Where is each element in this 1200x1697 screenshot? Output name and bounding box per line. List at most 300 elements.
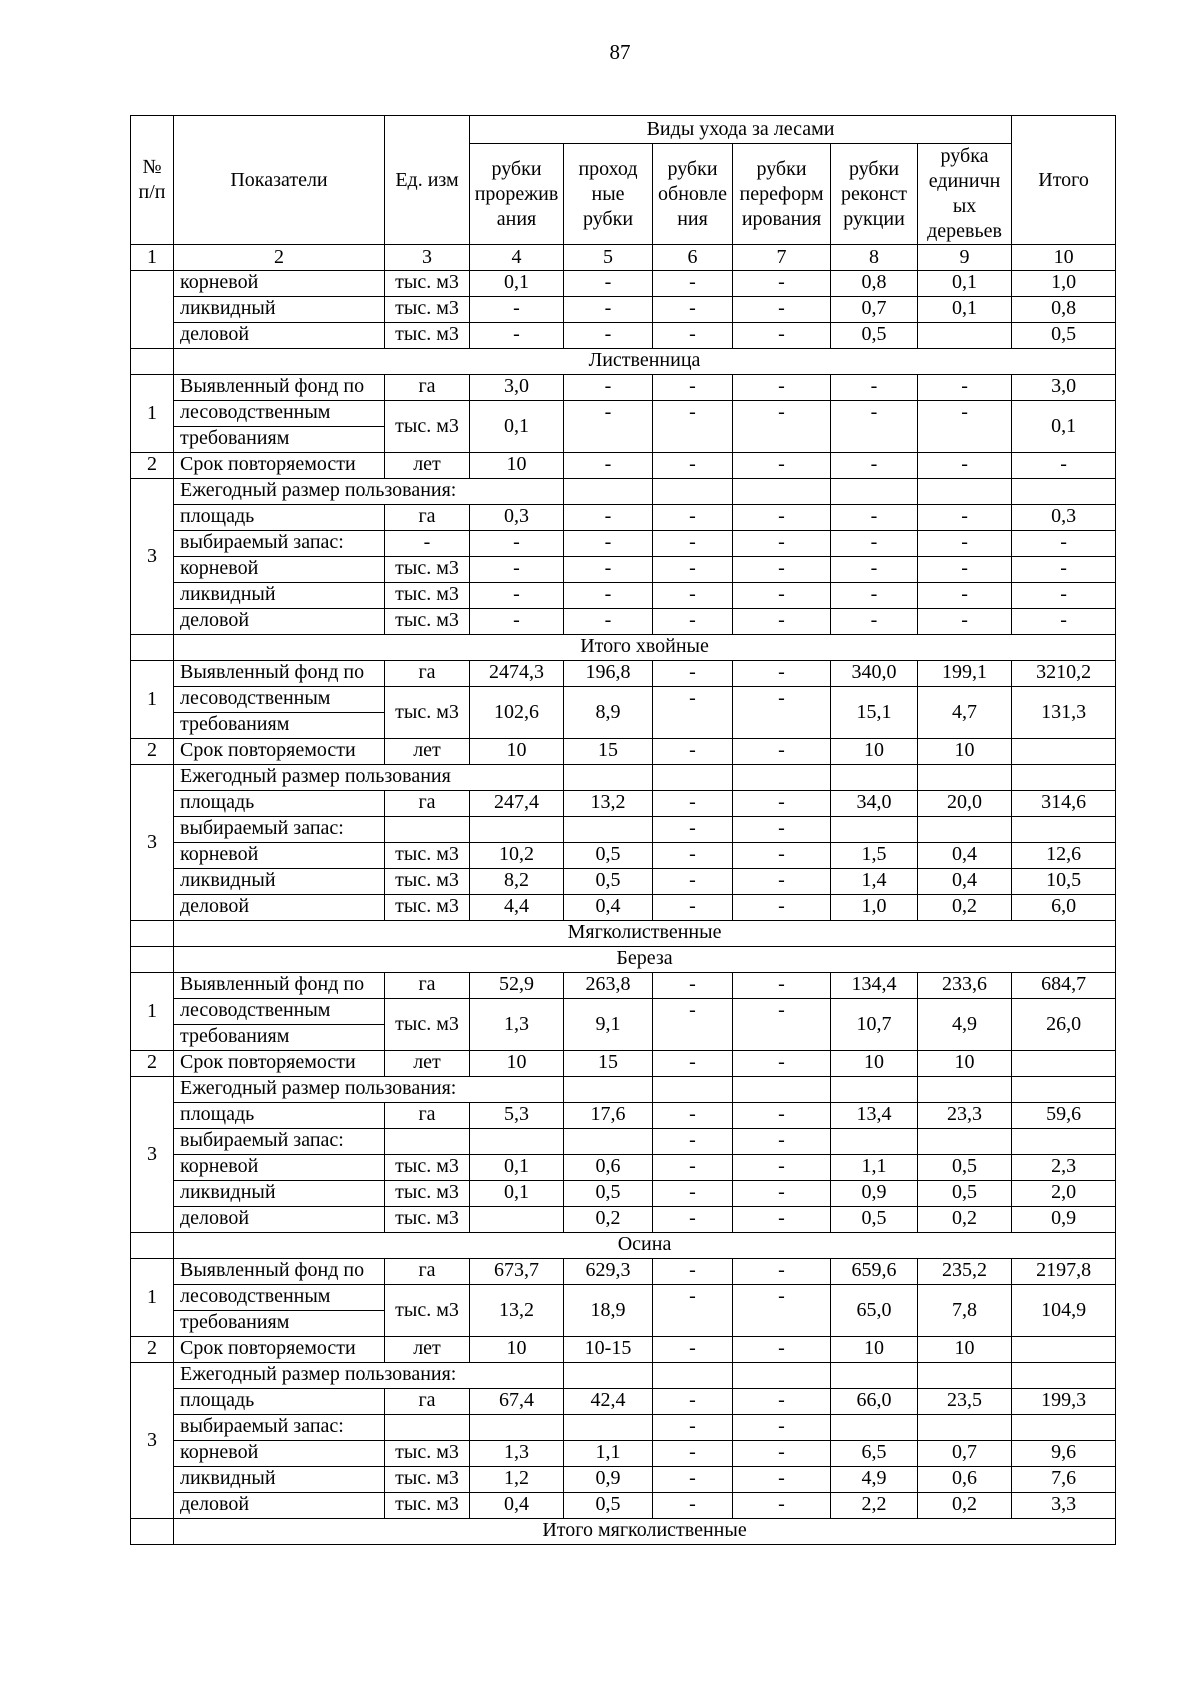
value-cell: -: [831, 609, 918, 635]
table-row: [131, 531, 1116, 557]
table-row: [131, 1103, 1116, 1129]
value-cell: -: [733, 999, 831, 1051]
indicator-cell: выбираемый запас:: [174, 531, 385, 557]
num-cell: 1: [131, 1259, 174, 1337]
column-number: 4: [470, 245, 564, 271]
table-row: [131, 1389, 1116, 1415]
table-row: [131, 557, 1116, 583]
value-cell: -: [918, 401, 1012, 453]
num-cell: 1: [131, 375, 174, 453]
value-cell: 1,0: [831, 895, 918, 921]
value-cell: -: [831, 453, 918, 479]
value-cell: 0,2: [918, 1207, 1012, 1233]
header-type: рубки прорежив ания: [470, 144, 564, 245]
value-cell: 1,5: [831, 843, 918, 869]
value-cell: [1012, 1077, 1116, 1103]
value-cell: -: [653, 1441, 733, 1467]
value-cell: 247,4: [470, 791, 564, 817]
value-cell: -: [733, 973, 831, 999]
value-cell: -: [653, 1155, 733, 1181]
header-group: Виды ухода за лесами: [470, 116, 1012, 144]
unit-cell: [385, 1415, 470, 1441]
unit-cell: [385, 1129, 470, 1155]
table-row: [131, 869, 1116, 895]
value-cell: 0,5: [831, 323, 918, 349]
value-cell: 4,9: [831, 1467, 918, 1493]
total-cell: 0,3: [1012, 505, 1116, 531]
value-cell: -: [653, 271, 733, 297]
value-cell: 17,6: [564, 1103, 653, 1129]
value-cell: -: [918, 531, 1012, 557]
num-cell: [131, 349, 174, 375]
value-cell: -: [564, 531, 653, 557]
indicator-cell: площадь: [174, 1103, 385, 1129]
value-cell: 10: [470, 739, 564, 765]
section-title-row: [131, 1519, 1116, 1545]
section-title: Береза: [174, 947, 1116, 973]
header-type: рубки обновле ния: [653, 144, 733, 245]
indicator-cell: деловой: [174, 895, 385, 921]
value-cell: 199,1: [918, 661, 1012, 687]
value-cell: -: [733, 843, 831, 869]
value-cell: -: [653, 297, 733, 323]
value-cell: -: [653, 557, 733, 583]
total-cell: [1012, 1415, 1116, 1441]
value-cell: 0,2: [918, 1493, 1012, 1519]
unit-cell: тыс. м3: [385, 999, 470, 1051]
total-cell: 131,3: [1012, 687, 1116, 739]
section-title: Осина: [174, 1233, 1116, 1259]
value-cell: 8,9: [564, 687, 653, 739]
value-cell: -: [470, 557, 564, 583]
total-cell: -: [1012, 453, 1116, 479]
indicator-cell: деловой: [174, 323, 385, 349]
value-cell: [733, 765, 831, 791]
unit-cell: тыс. м3: [385, 1155, 470, 1181]
value-cell: [653, 765, 733, 791]
table-row: [131, 895, 1116, 921]
value-cell: -: [653, 1259, 733, 1285]
value-cell: 673,7: [470, 1259, 564, 1285]
unit-cell: га: [385, 973, 470, 999]
unit-cell: тыс. м3: [385, 271, 470, 297]
indicator-cell: лесоводственным: [174, 999, 385, 1025]
unit-cell: лет: [385, 1051, 470, 1077]
value-cell: -: [733, 609, 831, 635]
value-cell: [470, 1207, 564, 1233]
indicator-cell: Ежегодный размер пользования: [174, 765, 470, 791]
column-number: 9: [918, 245, 1012, 271]
value-cell: -: [733, 1155, 831, 1181]
table-row: [131, 765, 1116, 791]
indicator-cell: корневой: [174, 1441, 385, 1467]
value-cell: -: [733, 1493, 831, 1519]
value-cell: 2474,3: [470, 661, 564, 687]
value-cell: -: [733, 1207, 831, 1233]
unit-cell: лет: [385, 453, 470, 479]
value-cell: 629,3: [564, 1259, 653, 1285]
value-cell: -: [831, 557, 918, 583]
value-cell: -: [831, 583, 918, 609]
value-cell: [470, 1415, 564, 1441]
value-cell: -: [733, 1337, 831, 1363]
total-cell: 2197,8: [1012, 1259, 1116, 1285]
table-row: [131, 1129, 1116, 1155]
total-cell: 9,6: [1012, 1441, 1116, 1467]
total-cell: 2,3: [1012, 1155, 1116, 1181]
value-cell: 0,1: [470, 1155, 564, 1181]
value-cell: -: [653, 1129, 733, 1155]
value-cell: 67,4: [470, 1389, 564, 1415]
value-cell: 9,1: [564, 999, 653, 1051]
value-cell: -: [653, 973, 733, 999]
column-number: 1: [131, 245, 174, 271]
indicator-cell: площадь: [174, 505, 385, 531]
value-cell: 13,2: [470, 1285, 564, 1337]
value-cell: -: [733, 1181, 831, 1207]
value-cell: -: [470, 583, 564, 609]
value-cell: 0,5: [564, 843, 653, 869]
value-cell: 5,3: [470, 1103, 564, 1129]
value-cell: -: [653, 1103, 733, 1129]
value-cell: -: [733, 401, 831, 453]
value-cell: -: [653, 895, 733, 921]
indicator-cell: Срок повторяемости: [174, 453, 385, 479]
value-cell: 65,0: [831, 1285, 918, 1337]
unit-cell: тыс. м3: [385, 1285, 470, 1337]
column-number: 8: [831, 245, 918, 271]
value-cell: 0,5: [564, 1181, 653, 1207]
value-cell: -: [653, 505, 733, 531]
value-cell: -: [733, 505, 831, 531]
num-cell: [131, 1519, 174, 1545]
value-cell: 0,1: [918, 271, 1012, 297]
value-cell: -: [564, 375, 653, 401]
value-cell: -: [653, 1389, 733, 1415]
value-cell: -: [733, 687, 831, 739]
value-cell: 34,0: [831, 791, 918, 817]
value-cell: [653, 1363, 733, 1389]
indicator-cell: выбираемый запас:: [174, 1129, 385, 1155]
section-title: Мягколиственные: [174, 921, 1116, 947]
value-cell: 196,8: [564, 661, 653, 687]
value-cell: [918, 817, 1012, 843]
value-cell: 23,3: [918, 1103, 1012, 1129]
value-cell: -: [733, 739, 831, 765]
table-row: [131, 1051, 1116, 1077]
indicator-cell: Выявленный фонд по: [174, 973, 385, 999]
value-cell: 0,5: [564, 869, 653, 895]
total-cell: [1012, 1051, 1116, 1077]
indicator-cell: деловой: [174, 609, 385, 635]
value-cell: -: [653, 1181, 733, 1207]
value-cell: 10: [470, 1051, 564, 1077]
forest-care-table: [130, 115, 1116, 1545]
value-cell: 8,2: [470, 869, 564, 895]
value-cell: -: [653, 739, 733, 765]
indicator-cell: ликвидный: [174, 1467, 385, 1493]
unit-cell: га: [385, 505, 470, 531]
value-cell: -: [733, 531, 831, 557]
value-cell: [831, 1077, 918, 1103]
value-cell: 10: [470, 453, 564, 479]
value-cell: -: [733, 1259, 831, 1285]
value-cell: -: [733, 661, 831, 687]
value-cell: -: [653, 869, 733, 895]
unit-cell: тыс. м3: [385, 297, 470, 323]
value-cell: -: [653, 1285, 733, 1337]
total-cell: [1012, 817, 1116, 843]
value-cell: [1012, 1363, 1116, 1389]
indicator-cell: ликвидный: [174, 869, 385, 895]
value-cell: -: [564, 401, 653, 453]
value-cell: 0,4: [918, 869, 1012, 895]
total-cell: 3210,2: [1012, 661, 1116, 687]
value-cell: -: [470, 297, 564, 323]
value-cell: -: [733, 1129, 831, 1155]
section-title-row: [131, 947, 1116, 973]
value-cell: -: [918, 609, 1012, 635]
group-title-row: [131, 921, 1116, 947]
value-cell: 10-15: [564, 1337, 653, 1363]
value-cell: 42,4: [564, 1389, 653, 1415]
table-row: [131, 1415, 1116, 1441]
value-cell: 4,9: [918, 999, 1012, 1051]
value-cell: 10: [831, 739, 918, 765]
value-cell: 1,3: [470, 999, 564, 1051]
value-cell: 235,2: [918, 1259, 1012, 1285]
unit-cell: га: [385, 1103, 470, 1129]
value-cell: [831, 1129, 918, 1155]
value-cell: -: [733, 453, 831, 479]
value-cell: -: [831, 505, 918, 531]
page-number: 87: [609, 40, 631, 64]
num-cell: 1: [131, 973, 174, 1051]
value-cell: 13,2: [564, 791, 653, 817]
value-cell: 0,2: [564, 1207, 653, 1233]
value-cell: [733, 1363, 831, 1389]
value-cell: 52,9: [470, 973, 564, 999]
value-cell: [470, 1077, 564, 1103]
total-cell: 0,5: [1012, 323, 1116, 349]
table-row: [131, 973, 1116, 999]
value-cell: 10: [470, 1337, 564, 1363]
value-cell: 102,6: [470, 687, 564, 739]
unit-cell: тыс. м3: [385, 1181, 470, 1207]
table-row: [131, 1493, 1116, 1519]
value-cell: [564, 1077, 653, 1103]
value-cell: -: [733, 583, 831, 609]
value-cell: -: [653, 817, 733, 843]
num-cell: [131, 271, 174, 349]
value-cell: 7,8: [918, 1285, 1012, 1337]
value-cell: 0,4: [918, 843, 1012, 869]
unit-cell: тыс. м3: [385, 323, 470, 349]
total-cell: -: [1012, 583, 1116, 609]
table-row: [131, 739, 1116, 765]
unit-cell: тыс. м3: [385, 401, 470, 453]
value-cell: 10: [918, 1051, 1012, 1077]
total-cell: 199,3: [1012, 1389, 1116, 1415]
column-numbers-row: [131, 245, 1116, 271]
column-number: 2: [174, 245, 385, 271]
value-cell: -: [733, 869, 831, 895]
section-title-row: [131, 1233, 1116, 1259]
value-cell: -: [470, 609, 564, 635]
header-type: проход ные рубки: [564, 144, 653, 245]
value-cell: 0,5: [831, 1207, 918, 1233]
num-cell: 2: [131, 453, 174, 479]
total-cell: 3,3: [1012, 1493, 1116, 1519]
total-cell: -: [1012, 609, 1116, 635]
section-title-row: [131, 635, 1116, 661]
indicator-cell: Срок повторяемости: [174, 1337, 385, 1363]
value-cell: -: [653, 843, 733, 869]
num-cell: 2: [131, 1337, 174, 1363]
value-cell: 6,5: [831, 1441, 918, 1467]
value-cell: 0,4: [470, 1493, 564, 1519]
value-cell: 134,4: [831, 973, 918, 999]
value-cell: -: [653, 1467, 733, 1493]
table-row: [131, 401, 1116, 427]
value-cell: [470, 817, 564, 843]
total-cell: 3,0: [1012, 375, 1116, 401]
indicator-cell: деловой: [174, 1493, 385, 1519]
indicator-cell: требованиям: [174, 713, 385, 739]
value-cell: -: [733, 791, 831, 817]
value-cell: 1,4: [831, 869, 918, 895]
value-cell: 10,2: [470, 843, 564, 869]
section-title: Итого хвойные: [174, 635, 1116, 661]
value-cell: [653, 479, 733, 505]
value-cell: -: [733, 1389, 831, 1415]
value-cell: -: [918, 583, 1012, 609]
table-row: [131, 687, 1116, 713]
column-number: 5: [564, 245, 653, 271]
unit-cell: тыс. м3: [385, 1207, 470, 1233]
value-cell: 4,4: [470, 895, 564, 921]
total-cell: 1,0: [1012, 271, 1116, 297]
indicator-cell: ликвидный: [174, 297, 385, 323]
total-cell: 104,9: [1012, 1285, 1116, 1337]
total-cell: 0,1: [1012, 401, 1116, 453]
table-row: [131, 1077, 1116, 1103]
value-cell: [470, 1129, 564, 1155]
total-cell: 0,8: [1012, 297, 1116, 323]
total-cell: 0,9: [1012, 1207, 1116, 1233]
table-row: [131, 1467, 1116, 1493]
indicator-cell: площадь: [174, 1389, 385, 1415]
table-row: [131, 505, 1116, 531]
value-cell: [564, 1129, 653, 1155]
unit-cell: тыс. м3: [385, 687, 470, 739]
table-row: [131, 453, 1116, 479]
value-cell: -: [733, 895, 831, 921]
value-cell: -: [733, 1051, 831, 1077]
header-type: рубка единичн ых деревьев: [918, 144, 1012, 245]
value-cell: 15: [564, 739, 653, 765]
value-cell: [470, 479, 564, 505]
value-cell: 0,5: [918, 1155, 1012, 1181]
num-cell: [131, 921, 174, 947]
value-cell: 10: [831, 1337, 918, 1363]
value-cell: [918, 1363, 1012, 1389]
num-cell: 3: [131, 479, 174, 635]
value-cell: [831, 817, 918, 843]
value-cell: [918, 479, 1012, 505]
indicator-cell: площадь: [174, 791, 385, 817]
unit-cell: га: [385, 1259, 470, 1285]
value-cell: 340,0: [831, 661, 918, 687]
value-cell: 0,5: [564, 1493, 653, 1519]
indicator-cell: требованиям: [174, 427, 385, 453]
indicator-cell: Срок повторяемости: [174, 739, 385, 765]
header-type: рубки переформ ирования: [733, 144, 831, 245]
header-num: № п/п: [131, 116, 174, 245]
value-cell: [733, 479, 831, 505]
value-cell: [470, 765, 564, 791]
table-row: [131, 1337, 1116, 1363]
value-cell: 1,2: [470, 1467, 564, 1493]
table-row: [131, 843, 1116, 869]
value-cell: -: [564, 323, 653, 349]
value-cell: -: [653, 791, 733, 817]
num-cell: [131, 635, 174, 661]
value-cell: [564, 1415, 653, 1441]
value-cell: -: [653, 375, 733, 401]
value-cell: -: [653, 401, 733, 453]
indicator-cell: Ежегодный размер пользования:: [174, 479, 470, 505]
value-cell: -: [653, 1207, 733, 1233]
table-row: [131, 1363, 1116, 1389]
value-cell: -: [564, 453, 653, 479]
section-title: Итого мягколиственные: [174, 1519, 1116, 1545]
table-row: [131, 583, 1116, 609]
unit-cell: тыс. м3: [385, 1441, 470, 1467]
value-cell: 1,3: [470, 1441, 564, 1467]
table-body: [131, 271, 1116, 1545]
value-cell: 233,6: [918, 973, 1012, 999]
value-cell: -: [733, 297, 831, 323]
value-cell: 0,9: [564, 1467, 653, 1493]
value-cell: 13,4: [831, 1103, 918, 1129]
value-cell: 0,7: [831, 297, 918, 323]
value-cell: -: [733, 271, 831, 297]
column-number: 6: [653, 245, 733, 271]
value-cell: 0,4: [564, 895, 653, 921]
value-cell: 0,9: [831, 1181, 918, 1207]
value-cell: -: [733, 1441, 831, 1467]
value-cell: [831, 1415, 918, 1441]
value-cell: [918, 1415, 1012, 1441]
value-cell: 0,6: [564, 1155, 653, 1181]
value-cell: -: [653, 1415, 733, 1441]
table-row: [131, 1181, 1116, 1207]
value-cell: 0,8: [831, 271, 918, 297]
value-cell: 1,1: [831, 1155, 918, 1181]
value-cell: 66,0: [831, 1389, 918, 1415]
value-cell: -: [733, 323, 831, 349]
value-cell: 15: [564, 1051, 653, 1077]
num-cell: 3: [131, 1363, 174, 1519]
value-cell: -: [653, 1051, 733, 1077]
indicator-cell: Выявленный фонд по: [174, 661, 385, 687]
table-header: [131, 116, 1116, 271]
value-cell: -: [564, 297, 653, 323]
table-row: [131, 791, 1116, 817]
indicator-cell: корневой: [174, 557, 385, 583]
total-cell: 314,6: [1012, 791, 1116, 817]
